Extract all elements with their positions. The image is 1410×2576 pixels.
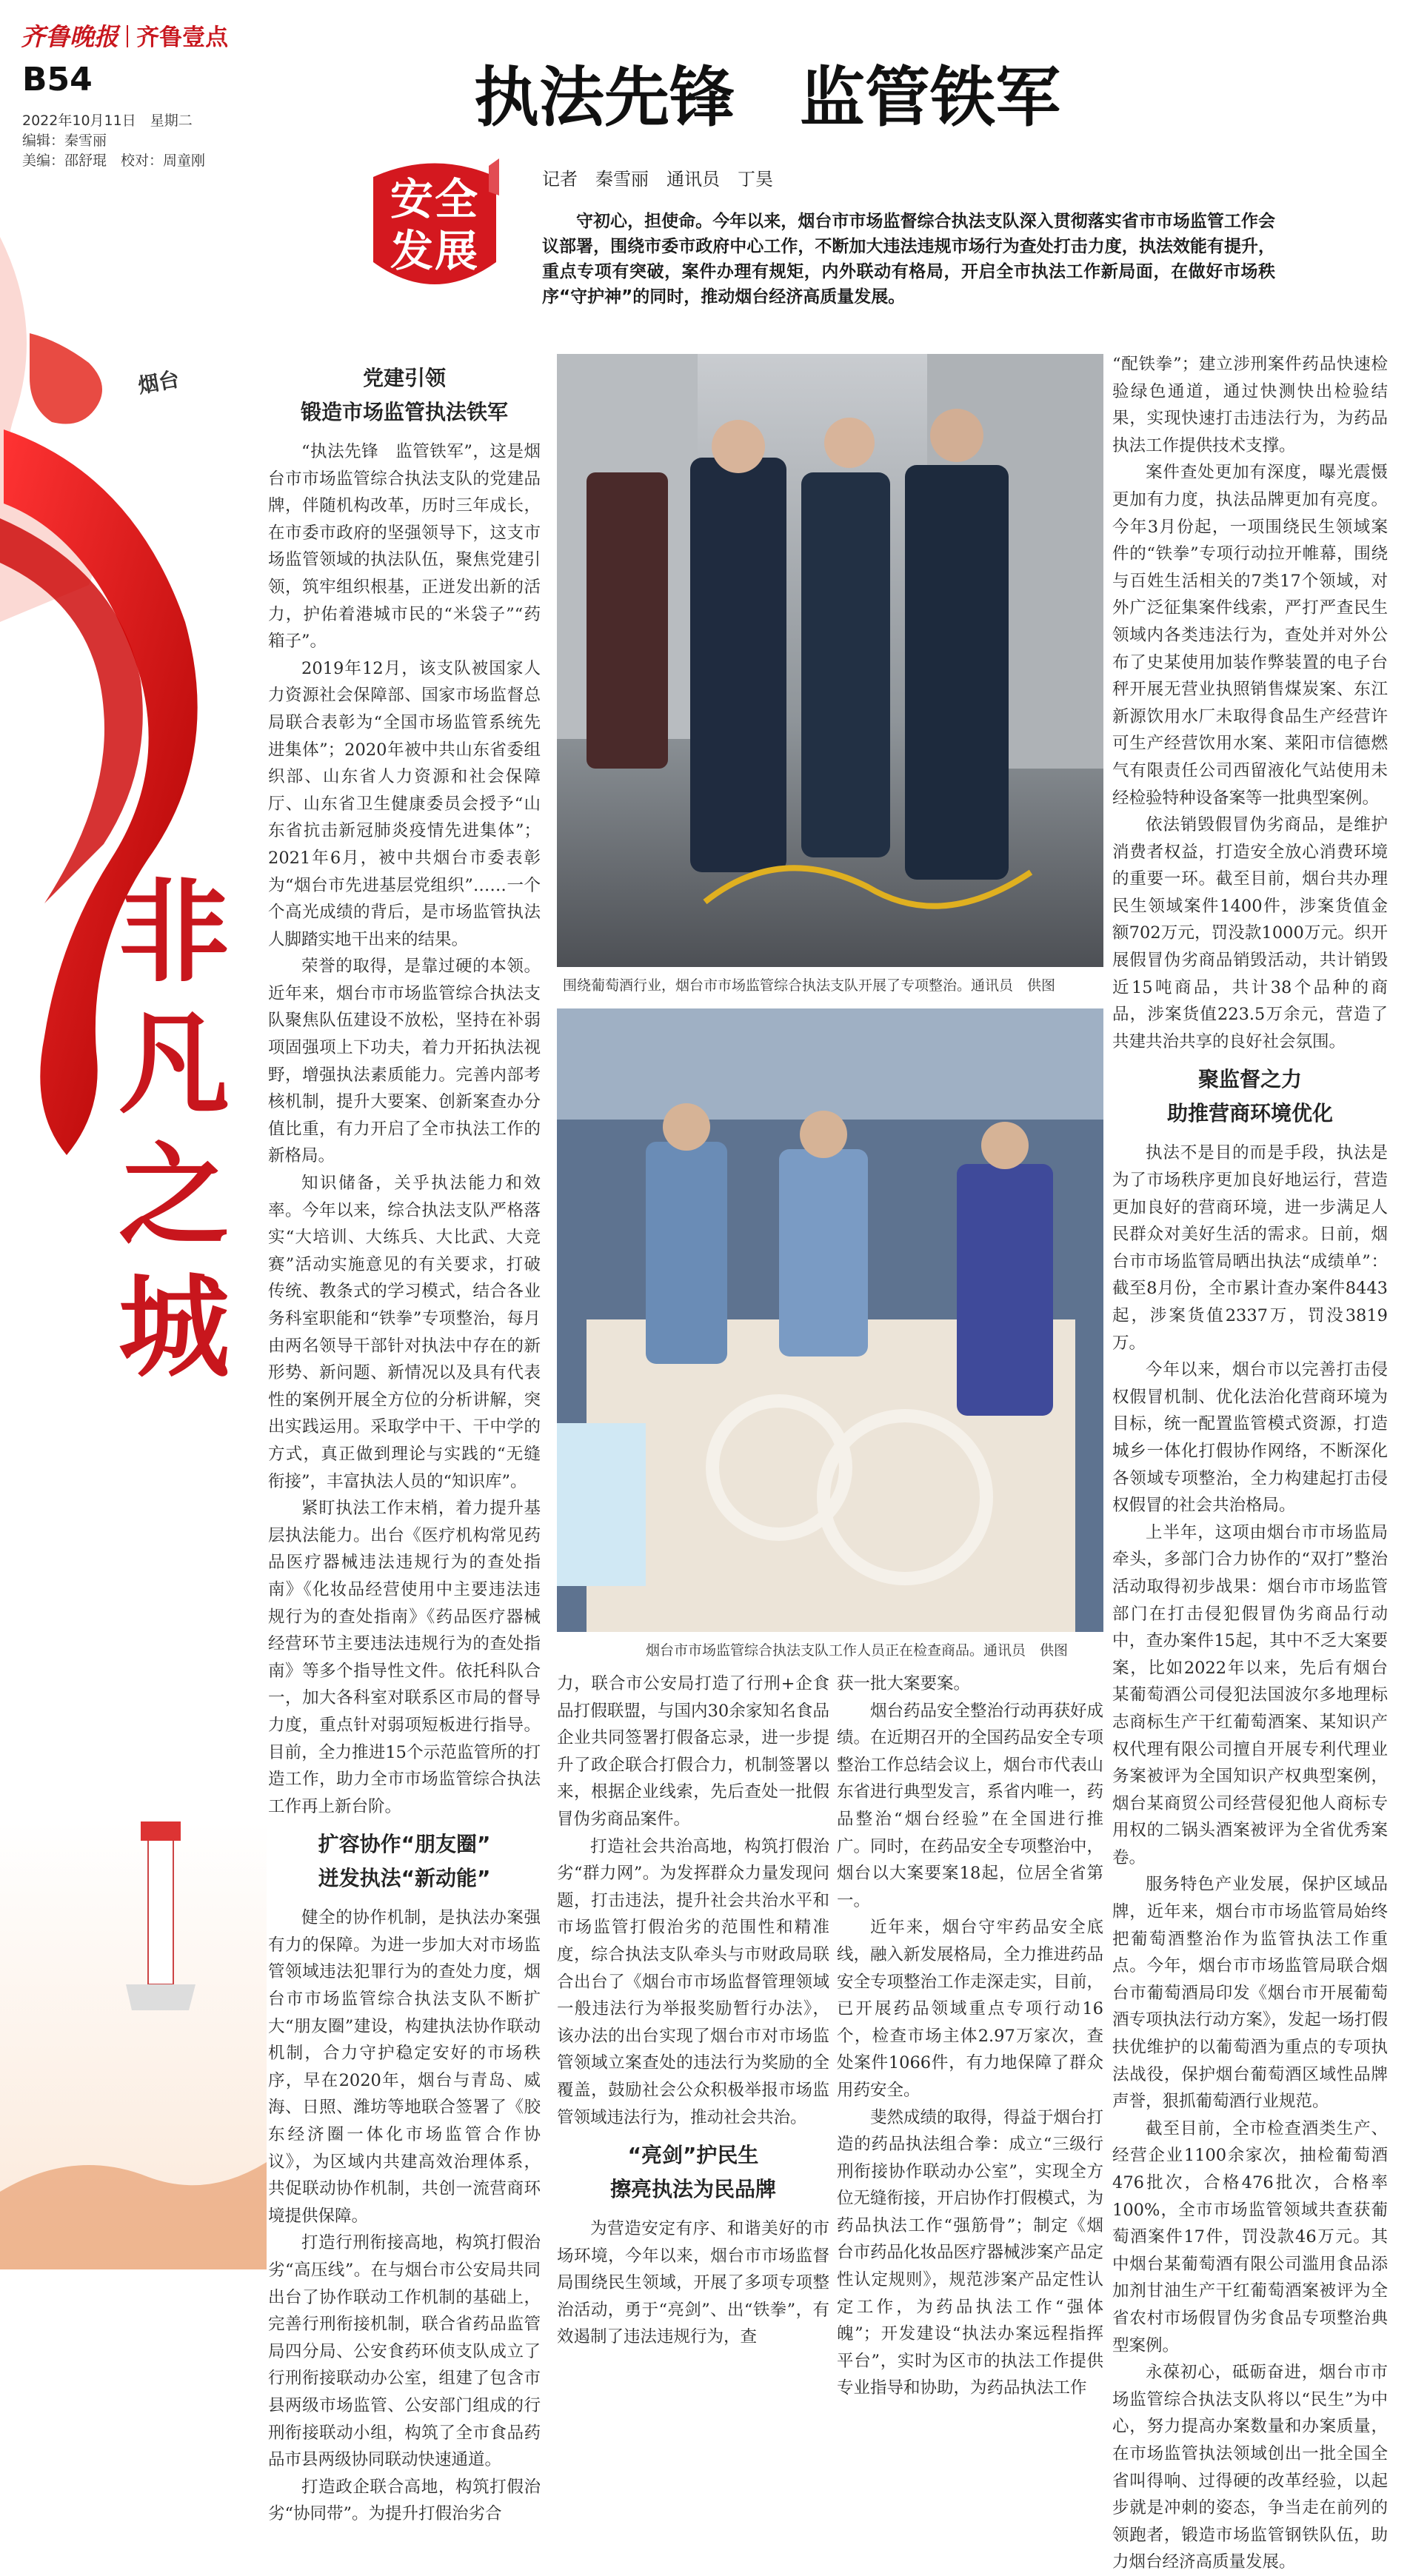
article-paragraph: 今年以来，烟台市以完善打击侵权假冒机制、优化法治化营商环境为目标，统一配置监管模式资源，打造城乡一体化打假协作网络，不断深化各领域专项整治，全力构建起打击侵权假冒的社会共治格局。 — [1112, 1360, 1388, 1516]
column-4 — [1112, 351, 1388, 2572]
article-paragraph: 获一批大案要案。 — [837, 1674, 971, 1693]
vertical-title: 非凡之城 — [118, 867, 230, 1393]
meta-editor: 编辑：秦雪丽 — [22, 133, 107, 149]
photo-2-image — [557, 1008, 1103, 1632]
article-paragraph: 服务特色产业发展，保护区域品牌，近年来，烟台市市场监管局始终把葡萄酒整治作为监管执法工作重点。今年，烟台市市场监管局联合烟台市葡萄酒局印发《烟台市开展葡萄酒专项执法行动方案》，发起一场打假扶优维护的以葡萄酒为重点的专项执法战役，保护烟台葡萄酒区域性品牌声誉，狠抓葡萄酒行业规范。 — [1112, 1875, 1388, 2112]
article-paragraph: “配铁拳”；建立涉刑案件药品快速检验绿色通道，通过快测快出检验结果，实现快速打击违法行为，为药品执法工作提供技术支撑。 — [1112, 355, 1388, 455]
article-paragraph: 打造社会共治高地，构筑打假治劣“群力网”。为发挥群众力量发现问题，打击违法，提升社会共治水平和市场监管打假治劣的范围性和精准度，综合执法支队牵头与市财政局联合出台了《烟台市市场监督管理领域一般违法行为举报奖励暂行办法》，该办法的出台实现了烟台市对市场监管领域立案查处的违法行为奖励的全覆盖，鼓励社会公众积极举报市场监管领域违法行为，推动社会共治。 — [557, 1836, 829, 2127]
column-2 — [557, 1670, 829, 2347]
article-paragraph: 依法销毁假冒伪劣商品，是维护消费者权益，打造安全放心消费环境的重要一环。截至目前，烟台共办理民生领域案件1400件，涉案货值金额702万元，罚没款1000万元。织开展假冒伪劣商品销毁活动，共计销毁近15吨商品，共计38个品种的商品，涉案货值223.5万余元，营造了共建共治共享的良好社会氛围。 — [1112, 815, 1388, 1051]
article-paragraph: 案件查处更加有深度，曝光震慑更加有力度，执法品牌更加有亮度。今年3月份起，一项围绕民生领域案件的“铁拳”专项行动拉开帷幕，围绕与百姓生活相关的7类17个领域，对外广泛征集案件线索，严打严查民生领域内各类违法行为，查处并对外公布了史某使用加装作弊装置的电子台秤开展无营业执照销售煤炭案、东江新源饮用水厂未取得食品生产经营许可生产经营饮用水案、莱阳市信德燃气有限责任公司西留液化气站使用未经检验特种设备案等一批典型案例。 — [1112, 463, 1388, 808]
article-paragraph: 近年来，烟台守牢药品安全底线，融入新发展格局，全力推进药品安全专项整治工作走深走实，目前，已开展药品领域重点专项行动16个，检查市场主体2.97万家次，查处案件1066件，有力地保障了群众用药安全。 — [837, 1918, 1104, 2100]
photo-1-image — [557, 354, 1103, 967]
article-paragraph: 紧盯执法工作末梢，着力提升基层执法能力。出台《医疗机构常见药品医疗器械违法违规行为的查处指南》《化妆品经营使用中主要违法违规行为的查处指南》《药品医疗器械经营环节主要违法违规行为的查处指南》等多个指导性文件。依托科队合一，加大各科室对联系区市局的督导力度，重点针对弱项短板进行指导。目前，全力推进15个示范监管所的打造工作，助力全市市场监管综合执法工作再上新台阶。 — [268, 1499, 541, 1816]
article-paragraph: 截至目前，全市检查酒类生产、经营企业1100余家次，抽检葡萄酒476批次，合格476批次，合格率100%，全市市场监管领域共查获葡萄酒案件17件，罚没款46万元。其中烟台某葡萄酒有限公司滥用食品添加剂甘油生产干红葡萄酒案被评为全省农村市场假冒伪劣食品专项整治典型案例。 — [1112, 2118, 1388, 2355]
page-number: B54 — [22, 61, 93, 98]
section-badge — [364, 151, 505, 299]
meta-design: 美编：邵舒琨 校对：周童刚 — [22, 153, 206, 169]
article-paragraph: 打造政企联合高地，构筑打假治劣“协同带”。为提升打假治劣合 — [268, 2477, 541, 2524]
article-paragraph: 荣誉的取得，是靠过硬的本领。近年来，烟台市市场监管综合执法支队聚焦队伍建设不放松，坚持在补弱项固强项上下功夫，着力开拓执法视野，增强执法素质能力。完善内部考核机制，提升大要案、创新案查办分值比重，有力开启了全市执法工作的新格局。 — [268, 957, 541, 1166]
photo-winery-inspection — [557, 354, 1103, 967]
badge-label: 安全发展 — [390, 174, 479, 276]
section-title-cooperation: 扩容协作“朋友圈” 迸发执法“新动能” — [318, 1832, 491, 1891]
masthead — [21, 18, 265, 51]
byline: 记者 秦雪丽 通讯员 丁昊 — [542, 169, 773, 190]
article-paragraph: 力，联合市公安局打造了行刑+企食品打假联盟，与国内30余家知名食品企业共同签署打假备忘录，进一步提升了政企联合打假合力，机制签署以来，根据企业线索，先后查处一批假冒伪劣商品案件。 — [557, 1674, 829, 1829]
article-paragraph: “执法先锋 监管铁军”，这是烟台市市场监管综合执法支队的党建品牌，伴随机构改革，历时三年成长，在市委市政府的坚强领导下，这支市场监管领域的执法队伍，聚焦党建引领，筑牢组织根基，正迸发出新的活力，护佑着港城市民的“米袋子”“药箱子”。 — [268, 442, 541, 652]
article-paragraph: 执法不是目的而是手段，执法是为了市场秩序更加良好地运行，营造更加良好的营商环境，进一步满足人民群众对美好生活的需求。日前，烟台市市场监管局晒出执法“成绩单”：截至8月份，全市累计查办案件8443起，涉案货值2337万，罚没3819万。 — [1112, 1143, 1388, 1353]
article-paragraph: 知识储备，关乎执法能力和效率。今年以来，综合执法支队严格落实“大培训、大练兵、大比武、大竞赛”活动实施意见的有关要求，打破传统、教条式的学习模式，结合各业务科室职能和“铁拳”专项整治，每月由两名领导干部针对执法中存在的新形势、新问题、新情况以及具有代表性的案例开展全方位的分析讲解，突出实践运用。采取学中干、干中学的方式，真正做到理论与实践的“无缝衔接”，丰富执法人员的“知识库”。 — [268, 1174, 541, 1491]
photo-store-inspection — [557, 1008, 1103, 1632]
left-decoration — [0, 237, 267, 2269]
section-title-party: 党建引领 锻造市场监管执法铁军 — [300, 366, 508, 424]
column-3 — [837, 1670, 1104, 2398]
lead-paragraph: 守初心，担使命。今年以来，烟台市市场监督综合执法支队深入贯彻落实省市市场监管工作会议部署，围绕市委市政府中心工作，不断加大违法违规市场行为查处打击力度，执法效能有提升，重点专项有突破，案件办理有规矩，内外联动有格局，开启全市执法工作新局面，在做好市场秩序“守护神”的同时，推动烟台经济高质量发展。 — [542, 212, 1275, 307]
article-paragraph: 永葆初心，砥砺奋进，烟台市市场监管综合执法支队将以“民生”为中心，努力提高办案数量和办案质量，在市场监管执法领域创出一批全国全省叫得响、过得硬的改革经验，以起步就是冲刺的姿态，争当走在前列的领跑者，锻造市场监管钢铁队伍，助力烟台经济高质量发展。 — [1112, 2363, 1388, 2572]
section-title-supervision: 聚监督之力 助推营商环境优化 — [1166, 1067, 1333, 1126]
masthead-brand-2: 齐鲁壹点 — [136, 24, 229, 51]
meta-date: 2022年10月11日 星期二 — [22, 113, 193, 129]
city-label: 烟台 — [136, 367, 181, 398]
article-paragraph: 上半年，这项由烟台市市场监局牵头，多部门合力协作的“双打”整治活动取得初步战果：烟台市市场监管部门在打击侵犯假冒伪劣商品行动中，查办案件15起，其中不乏大案要案，比如2022年以来，先后有烟台某葡萄酒公司侵犯法国波尔多地理标志商标生产干红葡萄酒案、某知识产权代理有限公司擅自开展专利代理业务案被评为全国知识产权典型案例，烟台某商贸公司经营侵犯他人商标专用权的二锅头酒案被评为全省优秀案卷。 — [1112, 1522, 1388, 1867]
masthead-divider — [127, 25, 128, 47]
article-paragraph: 2019年12月，该支队被国家人力资源社会保障部、国家市场监督总局联合表彰为“全国市场监管系统先进集体”；2020年被中共山东省委组织部、山东省人力资源和社会保障厅、山东省卫生健康委员会授予“山东省抗击新冠肺炎疫情先进集体”；2021年6月，被中共烟台市委表彰为“烟台市先进基层党组织”……一个个高光成绩的背后，是市场监管执法人脚踏实地干出来的结果。 — [268, 658, 541, 949]
article-paragraph: 打造行刑衔接高地，构筑打假治劣“高压线”。在与烟台市公安局共同出台了协作联动工作机制的基础上，完善行刑衔接机制，联合省药品监管局四分局、公安食药环侦支队成立了行刑衔接联动办公室，组建了包含市县两级市场监管、公安部门组成的行刑衔接联动小组，构筑了全市食品药品市县两级协同联动快速通道。 — [268, 2233, 541, 2470]
article-paragraph: 斐然成绩的取得，得益于烟台打造的药品执法组合拳：成立“三级行刑衔接协作联动办公室”，实现全方位无缝衔接，开启协作打假模式，为药品执法工作“强筋骨”；制定《烟台市药品化妆品医疗器械涉案产品定性认定规则》，规范涉案产品定性认定工作，为药品执法工作“强体魄”；开发建设“执法办案远程指挥平台”，实时为区市的执法工作提供专业指导和协助，为药品执法工作 — [837, 2107, 1104, 2398]
article-paragraph: 健全的协作机制，是执法办案强有力的保障。为进一步加大对市场监管领域违法犯罪行为的查处力度，烟台市市场监管综合执法支队不断扩大“朋友圈”建设，构建执法协作联动机制，合力守护稳定安好的市场秩序，早在2020年，烟台与青岛、威海、日照、潍坊等地联合签署了《胶东经济圈一体化市场监管合作协议》，为区域内共建高效治理体系，共促联动协作机制，共创一流营商环境提供保障。 — [268, 1908, 541, 2226]
masthead-brand-1: 齐鲁晚报 — [21, 22, 118, 51]
photo-1-caption: 围绕葡萄酒行业，烟台市市场监管综合执法支队开展了专项整治。通讯员 供图 — [563, 977, 1056, 994]
headline: 执法先锋 监管铁军 — [474, 58, 1061, 136]
meta-block — [22, 111, 259, 171]
section-title-livelihood: “亮剑”护民生 擦亮执法为民品牌 — [609, 2143, 776, 2202]
photo-2-caption: 烟台市市场监管综合执法支队工作人员正在检查商品。通讯员 供图 — [646, 1642, 1069, 1659]
column-1 — [268, 354, 541, 2524]
article-paragraph: 烟台药品安全整治行动再获好成绩。在近期召开的全国药品安全专项整治工作总结会议上，烟台市代表山东省进行典型发言，系省内唯一，药品整治“烟台经验”在全国进行推广。同时，在药品安全专项整治中，烟台以大案要案18起，位居全省第一。 — [837, 1701, 1104, 1910]
article-paragraph: 为营造安定有序、和谐美好的市场环境，今年以来，烟台市市场监督局围绕民生领域，开展了多项专项整治活动，勇于“亮剑”、出“铁拳”，有效遏制了违法违规行为，查 — [557, 2219, 829, 2347]
